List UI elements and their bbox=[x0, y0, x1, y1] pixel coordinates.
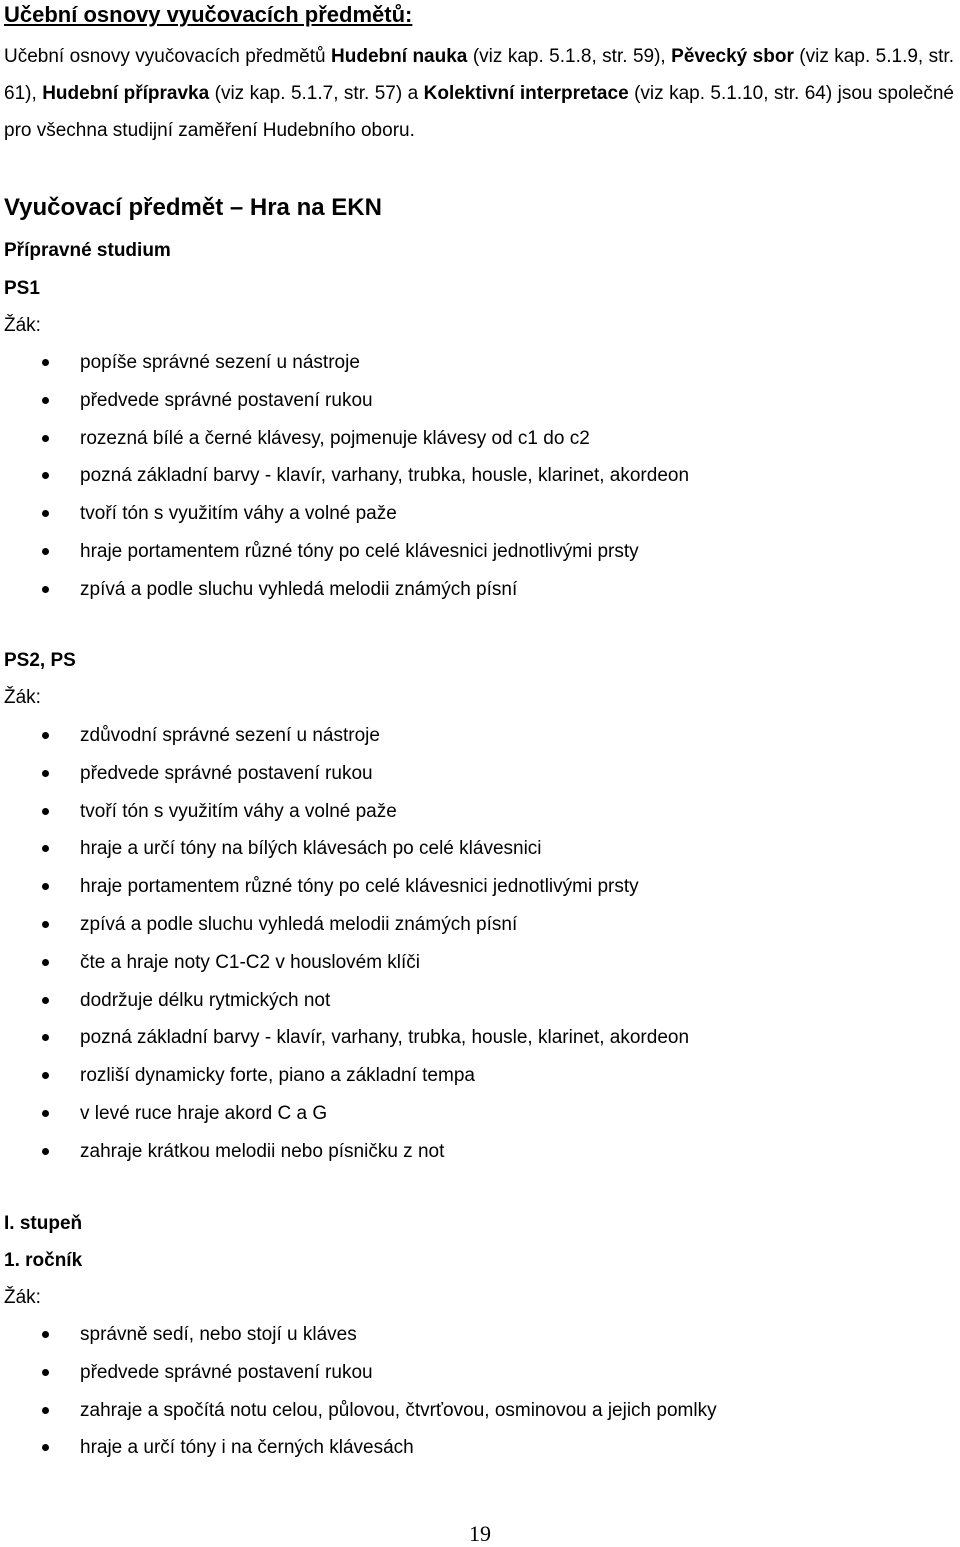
list-item bbox=[4, 830, 954, 868]
list-item bbox=[4, 944, 954, 982]
intro-paragraph bbox=[4, 38, 954, 149]
bullet-icon bbox=[42, 435, 49, 442]
list-item bbox=[4, 868, 954, 906]
list-item-text: tvoří tón s využitím váhy a volné paže bbox=[80, 800, 397, 822]
page-number: 19 bbox=[469, 1521, 491, 1546]
bullet-icon bbox=[42, 1369, 49, 1376]
list-item-text: předvede správné postavení rukou bbox=[80, 762, 373, 784]
ps2-heading: PS2, PS bbox=[4, 650, 76, 671]
bullet-icon bbox=[42, 359, 49, 366]
list-item-text: správně sedí, nebo stojí u kláves bbox=[80, 1324, 357, 1345]
bullet-icon bbox=[42, 1148, 49, 1155]
list-item bbox=[4, 982, 954, 1020]
list-item bbox=[4, 755, 954, 793]
intro-subject-kolektivni-interpretace: Kolektivní interpretace bbox=[423, 83, 629, 104]
subject-heading: Vyučovací předmět – Hra na EKN bbox=[4, 194, 382, 221]
ps2-outcomes-list bbox=[4, 717, 954, 1171]
list-item bbox=[4, 906, 954, 944]
intro-text-3: (viz kap. 5.1.9, str. 61), bbox=[4, 46, 954, 104]
list-item-text: pozná základní barvy - klavír, varhany, trubka, housle, klarinet, akordeon bbox=[80, 465, 690, 487]
bullet-icon bbox=[42, 808, 49, 815]
bullet-icon bbox=[42, 959, 49, 966]
list-item bbox=[4, 793, 954, 831]
bullet-icon bbox=[42, 1110, 49, 1117]
list-item-text: zpívá a podle sluchu vyhledá melodii známých písní bbox=[80, 578, 518, 600]
bullet-icon bbox=[42, 883, 49, 890]
list-item-text: rozezná bílé a černé klávesy, pojmenuje klávesy od c1 do c2 bbox=[80, 427, 590, 449]
intro-subject-hudebni-pripravka: Hudební přípravka bbox=[42, 83, 210, 104]
list-item bbox=[4, 1392, 954, 1430]
bullet-icon bbox=[42, 997, 49, 1004]
list-item bbox=[4, 457, 954, 495]
bullet-icon bbox=[42, 1331, 49, 1338]
year1-outcomes-list bbox=[4, 1316, 954, 1467]
ps1-heading: PS1 bbox=[4, 278, 40, 299]
list-item-text: zahraje krátkou melodii nebo písničku z not bbox=[80, 1140, 445, 1162]
bullet-icon bbox=[42, 1034, 49, 1041]
intro-text-4: (viz kap. 5.1.7, str. 57) a bbox=[209, 83, 424, 104]
intro-text-1: Učební osnovy vyučovacích předmětů bbox=[4, 46, 332, 67]
list-item bbox=[4, 1354, 954, 1392]
year1-student-label: Žák: bbox=[4, 1287, 41, 1308]
ps2-student-label: Žák: bbox=[4, 687, 41, 708]
stage1-heading: I. stupeň bbox=[4, 1213, 83, 1234]
list-item-text: hraje a určí tóny i na černých klávesách bbox=[80, 1437, 414, 1459]
bullet-icon bbox=[42, 510, 49, 517]
list-item-text: rozliší dynamicky forte, piano a základní tempa bbox=[80, 1065, 475, 1087]
list-item bbox=[4, 1019, 954, 1057]
bullet-icon bbox=[42, 770, 49, 777]
list-item-text: čte a hraje noty C1-C2 v houslovém klíči bbox=[80, 951, 421, 973]
list-item bbox=[4, 344, 954, 382]
bullet-icon bbox=[42, 1444, 49, 1451]
list-item-text: předvede správné postavení rukou bbox=[80, 389, 373, 411]
list-item-text: dodržuje délku rytmických not bbox=[80, 989, 331, 1011]
ps1-student-label: Žák: bbox=[4, 315, 41, 336]
list-item-text: předvede správné postavení rukou bbox=[80, 1361, 373, 1383]
year1-heading: 1. ročník bbox=[4, 1250, 83, 1271]
bullet-icon bbox=[42, 472, 49, 479]
list-item-text: zdůvodní správné sezení u nástroje bbox=[80, 725, 380, 746]
list-item bbox=[4, 420, 954, 458]
list-item bbox=[4, 1316, 954, 1354]
intro-text-2: (viz kap. 5.1.8, str. 59), bbox=[467, 46, 672, 67]
bullet-icon bbox=[42, 548, 49, 555]
list-item-text: pozná základní barvy - klavír, varhany, trubka, housle, klarinet, akordeon bbox=[80, 1027, 690, 1049]
list-item bbox=[4, 717, 954, 755]
intro-text-5: (viz kap. 5.1.10, str. 64) jsou společné pro všechna studijní zaměření Hudebního oboru. bbox=[4, 83, 954, 141]
list-item bbox=[4, 1133, 954, 1171]
bullet-icon bbox=[42, 732, 49, 739]
bullet-icon bbox=[42, 586, 49, 593]
list-item bbox=[4, 1095, 954, 1133]
bullet-icon bbox=[42, 921, 49, 928]
list-item bbox=[4, 1057, 954, 1095]
bullet-icon bbox=[42, 397, 49, 404]
bullet-icon bbox=[42, 845, 49, 852]
list-item-text: hraje portamentem různé tóny po celé klávesnici jednotlivými prsty bbox=[80, 876, 639, 898]
list-item-text: hraje portamentem různé tóny po celé klávesnici jednotlivými prsty bbox=[80, 540, 639, 562]
list-item-text: hraje a určí tóny na bílých klávesách po celé klávesnici bbox=[80, 838, 542, 860]
ps1-outcomes-list bbox=[4, 344, 954, 609]
list-item bbox=[4, 382, 954, 420]
intro-subject-hudebni-nauka: Hudební nauka bbox=[331, 46, 468, 67]
list-item-text: tvoří tón s využitím váhy a volné paže bbox=[80, 503, 397, 525]
bullet-icon bbox=[42, 1072, 49, 1079]
list-item-text: v levé ruce hraje akord C a G bbox=[80, 1102, 328, 1124]
list-item bbox=[4, 1429, 954, 1467]
preparatory-study-heading: Přípravné studium bbox=[4, 240, 171, 261]
document-title: Učební osnovy vyučovacích předmětů: bbox=[4, 2, 413, 27]
list-item-text: zahraje a spočítá notu celou, půlovou, čtvrťovou, osminovou a jejich pomlky bbox=[80, 1399, 717, 1421]
list-item-text: popíše správné sezení u nástroje bbox=[80, 352, 360, 373]
bullet-icon bbox=[42, 1407, 49, 1414]
list-item bbox=[4, 571, 954, 609]
list-item-text: zpívá a podle sluchu vyhledá melodii známých písní bbox=[80, 913, 518, 935]
list-item bbox=[4, 495, 954, 533]
intro-subject-pevecky-sbor: Pěvecký sbor bbox=[671, 46, 794, 67]
list-item bbox=[4, 533, 954, 571]
